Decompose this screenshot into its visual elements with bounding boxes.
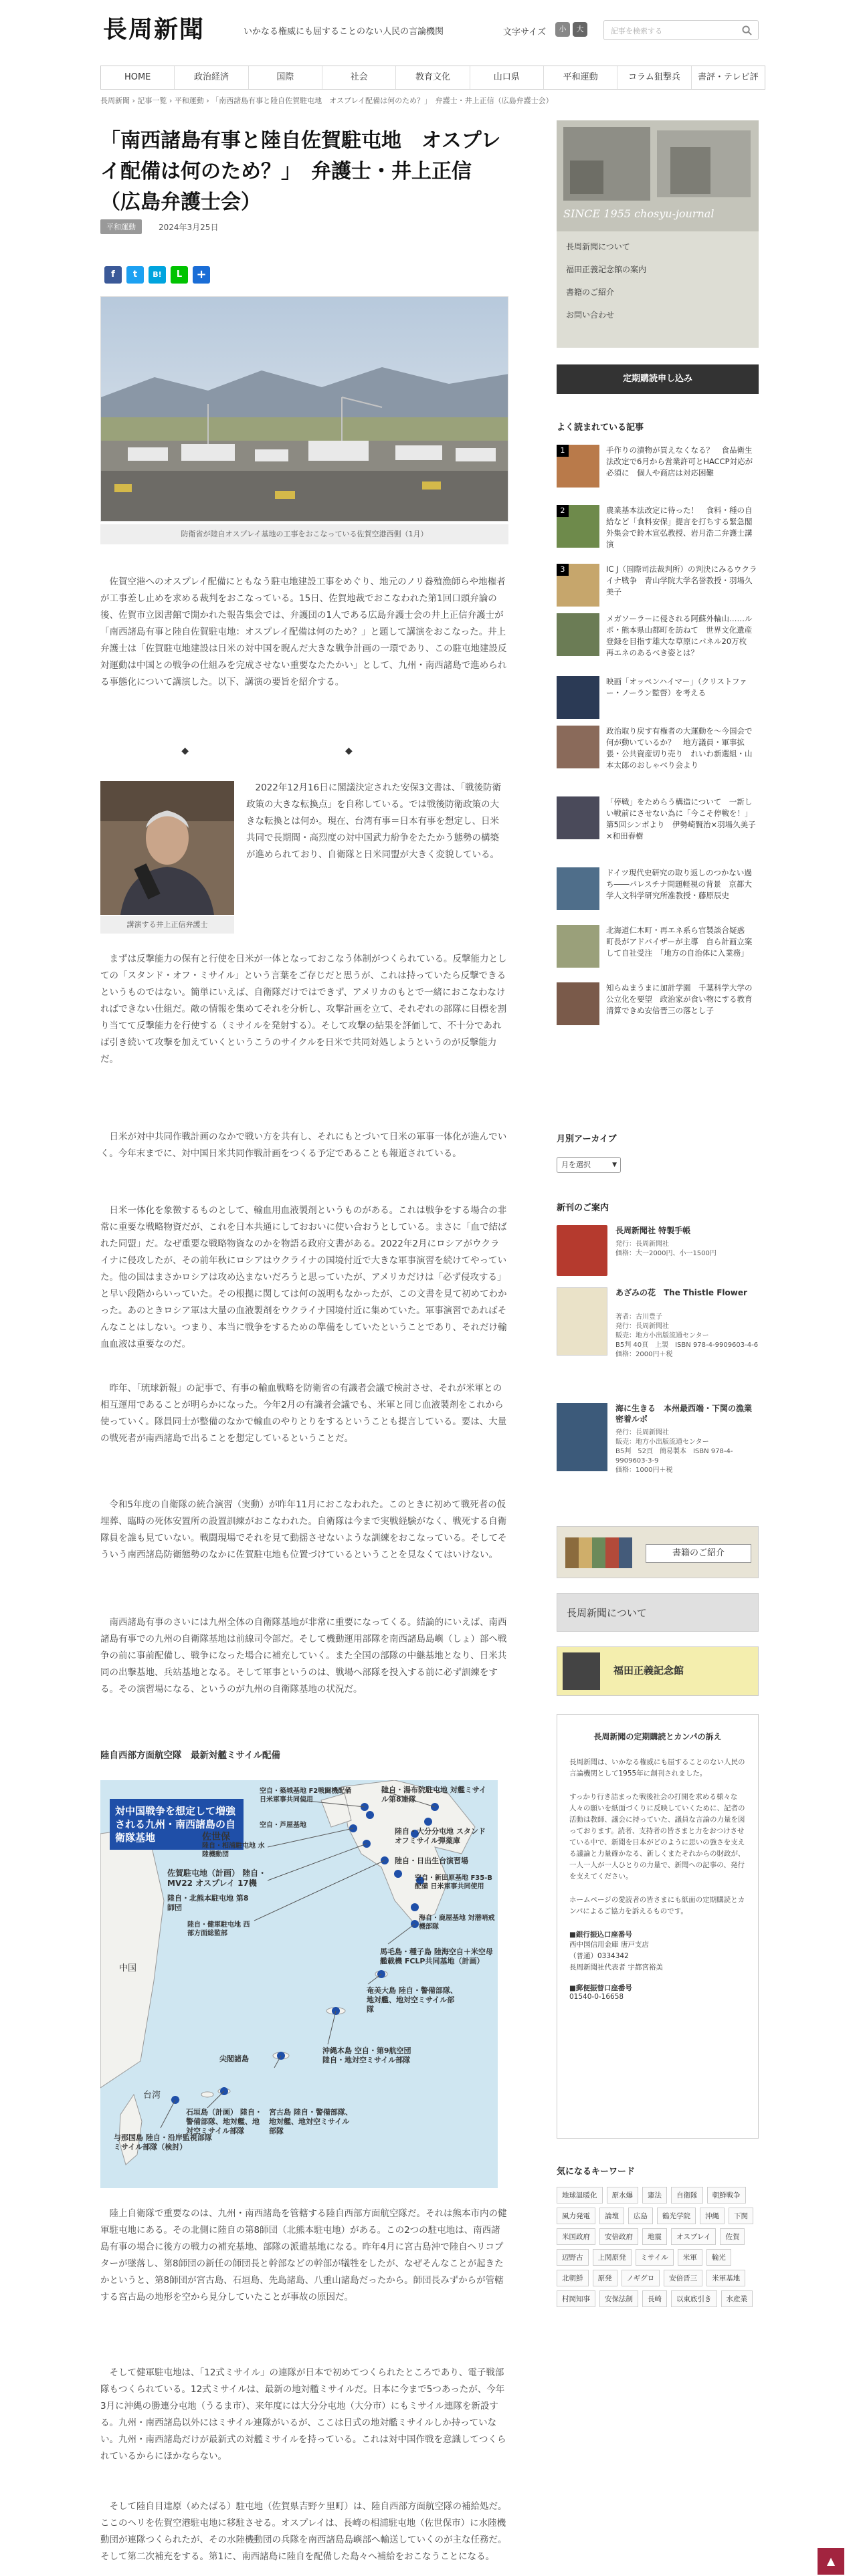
sidebar-banner bbox=[557, 120, 759, 231]
book-item[interactable] bbox=[557, 1225, 759, 1285]
keyword-tag[interactable]: ミサイル bbox=[636, 2249, 674, 2266]
popular-article-item[interactable] bbox=[557, 676, 759, 726]
popular-article-item[interactable] bbox=[557, 564, 759, 613]
map-label: 佐賀駐屯地（計画） 陸自・MV22 オスプレイ 17機 bbox=[167, 1868, 267, 1888]
nav-item[interactable]: HOME bbox=[101, 66, 175, 89]
popular-article-item[interactable] bbox=[557, 796, 759, 867]
map-label: 台湾 bbox=[143, 2090, 161, 2101]
rank-badge: 1 bbox=[557, 445, 569, 457]
nav-item[interactable]: 社会 bbox=[322, 66, 396, 89]
book-cover bbox=[557, 1403, 607, 1471]
map-label: 空自・新田原基地 F35-B配備 日米軍事共同使用 bbox=[415, 1874, 493, 1891]
font-size-label: 文字サイズ bbox=[503, 27, 546, 37]
search-icon[interactable] bbox=[742, 25, 752, 35]
popular-article-item[interactable] bbox=[557, 613, 759, 676]
keyword-tag[interactable]: 水産業 bbox=[721, 2290, 753, 2307]
popular-article-thumbnail[interactable] bbox=[557, 867, 599, 910]
book-stack-icon bbox=[565, 1537, 632, 1568]
popular-article-title[interactable]: 知らぬまうまに加計学園 千葉科学大学の公立化を要望 政治家が食い物にする教育 清算できぬ安倍晋三の落とし子 bbox=[606, 983, 760, 1015]
article-paragraph: そして陸自目達原（めたばる）駐屯地（佐賀県吉野ケ里町）は、陸自西部方面航空隊の補給処だ。ここのヘリを佐賀空港駐屯地に移駐させる。オスプレイは、長崎の相浦駐屯地（佐世保市）に水陸機動団が連隊つくられたが、その水陸機動団の兵隊を南西諸島島嶼部へ輸送していくのが主な任務だ。そして第二次補充をする。第1に、南西諸島に陸自を配備した島々へ補給をおこなうことになる。 bbox=[100, 2501, 507, 2562]
popular-article-title[interactable]: ドイツ現代史研究の取り返しのつかない過ち――パレスチナ問題軽視の背景 京都大学人文科学研究所准教授・藤原辰史 bbox=[606, 868, 752, 900]
book-meta: 発行：長周新聞社 価格：大一2000円、小一1500円 bbox=[615, 1241, 717, 1257]
book-item[interactable] bbox=[557, 1287, 759, 1398]
map-label: 陸自・湯布院駐屯地 対艦ミサイル第8連隊 bbox=[381, 1786, 487, 1804]
map-label: 宮古島 陸自・警備部隊、地対艦、地対空ミサイル部隊 bbox=[269, 2108, 353, 2135]
map-label: 空自・築城基地 F2戦闘機配備 日米軍事共同使用 bbox=[260, 1788, 352, 1804]
site-logo[interactable]: 長周新聞 bbox=[103, 15, 205, 43]
article-paragraph: 陸上自衛隊で重要なのは、九州・南西諸島を管轄する陸自西部方面航空隊だ。それは熊本市内の健軍駐屯地にある。その北側に陸自の第8師団（北熊本駐屯地）がある。この2つの駐屯地は、南西諸島有事の場合に後方の戦力の補充基地、部隊の派遣基地になる。昨年4月に宮古島沖で陸自ヘリコプターが墜落し、第8師団の新任の師団長と幹部などの幹部が犠牲をしたが、なぜそんなことが起きたかというと、第8師団が宮古島、石垣島、先島諸島、八重山諸島だったから。師団長みずからが管轄する宮古島の地形を空から見分していたことが事故の原因だ。 bbox=[100, 2208, 507, 2302]
map-label: 佐世保 bbox=[202, 1832, 230, 1842]
section-subheading: 陸自西部方面航空隊 最新対艦ミサイル配備 bbox=[100, 1750, 281, 1761]
rank-badge: 2 bbox=[557, 505, 569, 517]
popular-article-item[interactable] bbox=[557, 445, 759, 505]
article-paragraph: 南西諸島有事のさいには九州全体の自衛隊基地が非常に重要になってくる。結論的にいえば、南西諸島有事での九州の自衛隊基地は前線司令部だ。そして機動運用部隊を南西諸島島嶼（しょ）部へ戦争の前に事前配備し、戦争になった場合に補充していく。また全国の部隊の中継基地となり、日米共同の出撃基地、兵站基地となる。そして軍事というのは、戦場へ部隊を投入する前に必ず訓練をする。その演習場になる、というのが九州の自衛隊基地の状況だ。 bbox=[100, 1617, 507, 1695]
map-label: 陸自・健軍駐屯地 西部方面総監部 bbox=[187, 1921, 250, 1937]
rank-badge: 3 bbox=[557, 564, 569, 576]
tag-cloud bbox=[557, 2187, 759, 2307]
keyword-tag[interactable]: 米軍 bbox=[678, 2249, 702, 2266]
subscribe-button[interactable]: 定期購読申し込み bbox=[557, 364, 759, 394]
font-size-large-button[interactable]: 大 bbox=[573, 22, 587, 37]
map-label: 馬毛島・種子島 陸海空自＋米空母艦載機 FCLP共同基地（計画） bbox=[380, 1947, 493, 1965]
keyword-tag[interactable]: オスプレイ bbox=[671, 2228, 716, 2245]
keyword-tag[interactable]: 自衛隊 bbox=[671, 2187, 703, 2204]
keyword-tag[interactable]: 村岡知事 bbox=[557, 2290, 595, 2307]
bank-title: ■銀行振込口座番号 bbox=[569, 1931, 632, 1939]
popular-article-item[interactable] bbox=[557, 726, 759, 796]
font-size-small-button[interactable]: 小 bbox=[555, 22, 570, 37]
book-meta: 発行：長周新聞社 販売：地方小出版流通センター B5判 52頁 簡易製本 ISBN 978-4-9909603-3-9 価格：1000円＋税 bbox=[615, 1429, 733, 1474]
popular-article-title[interactable]: 北海道仁木町・再エネ系ら官製談合疑惑 町長がアドバイザーが主導 自ら計画立案して自社受注 「地方の自治体に入業務」 bbox=[606, 926, 753, 958]
sidebar-link[interactable]: 書籍のご紹介 bbox=[566, 288, 615, 297]
popular-article-item[interactable] bbox=[557, 925, 759, 982]
popular-article-thumbnail[interactable] bbox=[557, 726, 599, 768]
map-label: 与那国島 陸自・沿岸監視部隊 ミサイル部隊（検討） bbox=[114, 2133, 212, 2151]
portrait-icon bbox=[563, 1652, 600, 1690]
popular-article-item[interactable] bbox=[557, 867, 759, 925]
keyword-tag[interactable]: 以東底引き bbox=[671, 2290, 717, 2307]
keyword-tag[interactable]: ノギグロ bbox=[622, 2270, 660, 2286]
article-paragraph: 2022年12月16日に閣議決定された安保3文書は、「戦後防衛政策の大きな転換点」を自称している。では戦後防衛政策の大きな転換とは何か。現在、台湾有事＝日本有事を想定し、日米共同で長期間・高烈度の対中国武力紛争をたたかう態勢の構築が進められており、自衛隊と日米同盟が大きく変貌している。 bbox=[246, 782, 502, 860]
fukuda-memorial-button[interactable] bbox=[557, 1646, 759, 1696]
chevron-down-icon: ▼ bbox=[612, 1162, 617, 1168]
popular-title: よく読まれている記事 bbox=[557, 423, 644, 433]
keyword-tag[interactable]: 米軍基地 bbox=[706, 2270, 745, 2286]
keyword-tag[interactable]: 辺野古 bbox=[557, 2249, 589, 2266]
keyword-tag[interactable]: 米国政府 bbox=[557, 2228, 595, 2245]
nav-item[interactable]: 国際 bbox=[249, 66, 322, 89]
popular-article-item[interactable] bbox=[557, 982, 759, 1043]
map-label: 中国 bbox=[119, 1963, 137, 1973]
article-photo bbox=[100, 296, 508, 522]
book-cover bbox=[557, 1225, 607, 1276]
category-badge[interactable]: 平和運動 bbox=[100, 219, 142, 234]
popular-article-title[interactable]: メガソーラーに侵される阿蘇外輪山……ルポ・熊本県山都町を訪ねて 世界文化遺産登録を目指す雄大な草原にパネル20万枚 再エネのあるべき姿とは？ bbox=[606, 614, 755, 657]
keyword-tag[interactable]: 鶴光学院 bbox=[657, 2208, 696, 2224]
main-nav bbox=[100, 66, 765, 90]
keyword-tag[interactable]: 沖縄 bbox=[700, 2208, 725, 2224]
keyword-tag[interactable]: 地震 bbox=[642, 2228, 667, 2245]
about-choshu-button[interactable] bbox=[557, 1593, 759, 1632]
map-label: 沖縄本島 空自・第9航空団 陸自・地対空ミサイル部隊 bbox=[322, 2046, 411, 2064]
map-label: 奄美大島 陸自・警備部隊、地対艦、地対空ミサイル部隊 bbox=[367, 1986, 458, 2014]
keyword-tag[interactable]: 論壇 bbox=[599, 2208, 624, 2224]
facebook-share-icon[interactable]: f bbox=[104, 266, 122, 284]
book-cover bbox=[557, 1287, 607, 1356]
popular-article-title[interactable]: 農業基本法改定に待った！ 食料・種の自給など「食料安保」提言を打ちする緊急閣外集会で鈴木宣弘教授、岩月浩二弁護士講演 bbox=[606, 506, 753, 549]
keyword-tag[interactable]: 安倍政府 bbox=[599, 2228, 638, 2245]
map-title: 対中国戦争を想定して増強される九州・南西諸島の自衛隊基地 bbox=[110, 1799, 244, 1850]
search-input[interactable] bbox=[603, 20, 759, 40]
postal-title: ■郵便振替口座番号 bbox=[569, 1984, 632, 1992]
nav-item[interactable]: 平和運動 bbox=[544, 66, 617, 89]
popular-article-title[interactable]: 政治取り戻す有権者の大運動を～今国会で何が動いているか？ 地方議員・軍事拡張・公共資産切り売り れいわ新選組・山本太郎のおしゃべり会より bbox=[606, 726, 753, 770]
map-label: 尖閣諸島 bbox=[219, 2054, 249, 2063]
keyword-tag[interactable]: 上関原発 bbox=[593, 2249, 632, 2266]
book-meta: 著者：古川豊子 発行：長周新聞社 販売：地方小出版流通センター B5判 40頁 上製 ISBN 978-4-9909603-4-6 価格：2000円＋税 bbox=[615, 1313, 759, 1358]
keyword-tag[interactable]: 原水爆 bbox=[607, 2187, 639, 2204]
appeal-title: 長周新聞の定期購読とカンパの訴え bbox=[593, 1732, 722, 1741]
appeal-box bbox=[557, 1714, 759, 2139]
book-title[interactable]: あざみの花 The Thistle Flower bbox=[615, 1288, 747, 1297]
breadcrumb[interactable]: 長周新聞 › 記事一覧 › 平和運動 › 「南西諸島有事と陸自佐賀駐屯地 オスプレイ配備は何のため？」 弁護士・井上正信（広島弁護士会） bbox=[100, 96, 553, 105]
nav-item[interactable]: コラム狙撃兵 bbox=[617, 66, 691, 89]
book-title[interactable]: 長周新聞社 特製手帳 bbox=[615, 1226, 691, 1235]
archive-select-value: 月を選択 bbox=[561, 1160, 591, 1169]
sidebar-link[interactable]: 長周新聞について bbox=[566, 242, 630, 251]
article-paragraph: そして健軍駐屯地は、「12式ミサイル」の連隊が日本で初めてつくられたところであり、電子戦部隊もつくられている。12式ミサイルは、最新の地対艦ミサイルだ。日本に今まで5つあったが、今年3月に沖縄の勝連分屯地（うるま市）、来年度には大分分屯地（大分市）にもミサイル連隊を新設する。九州・南西諸島以外にはミサイル連隊がいるが、ここは日式の地対艦ミサイルしか持っていない。九州・南西諸島だけが最新式の対艦ミサイルを持っている。これは対中国作戦を意識してつくられているからにほかならない。 bbox=[100, 2367, 506, 2462]
banner-text: SINCE 1955 chosyu-journal bbox=[563, 207, 714, 220]
popular-article-item[interactable] bbox=[557, 505, 759, 564]
addtoany-share-icon[interactable]: + bbox=[193, 266, 210, 284]
article-paragraph: 日米一体化を象徴するものとして、輸血用血液製剤というものがある。これは戦争をする場合の非常に重要な戦略物資だが、これを日本共通にしておおいに使い合おうとしている。まさに「血で結ばれた同盟」だ。なぜ重要な戦略物資なのかを物語る政府文書がある。2022年2月にロシアがウクライナに侵攻したが、その前年秋にロシアはウクライナの国境付近で大きな軍事演習を続けてやっていた。他の国はまさかロシアは攻め込まないだろうと思っていたが、アメリカだけは「必ず侵攻する」と早い段階からいっていた。その根拠に関しては何の説明もなかったが、この文書を見て初めてわかった。あのときロシア軍は大量の血液製剤をウクライナ国境付近に集めていた。軍事演習であればそんなことはしない。つまり、本当に戦争をするための準備をしていたということであり、それだけ輸血血液は重要なのだ。 bbox=[100, 1205, 507, 1350]
share-buttons bbox=[104, 266, 210, 284]
appeal-text: ホームページの愛読者の皆さまにも紙面の定期購読とカンパによるご協力を訴えるものです。 bbox=[569, 1896, 745, 1915]
keyword-tag[interactable]: 佐賀 bbox=[720, 2228, 745, 2245]
popular-article-thumbnail[interactable] bbox=[557, 925, 599, 968]
article-paragraph: 佐賀空港へのオスプレイ配備にともなう駐屯地建設工事をめぐり、地元のノリ養殖漁師らや地権者が工事差し止めを求める裁判をおこなっている。15日、佐賀地裁でおこなわれた第1回口頭弁論の後、佐賀市立図書館で開かれた報告集会では、弁護団の1人である広島弁護士会の井上正信弁護士が「南西諸島有事と陸自佐賀駐屯地：オスプレイ配備は何のため？」と題して講演をおこなった。井上弁護士は「佐賀駐屯地建設は日米の対中国を睨んだ大きな戦争計画の一環であり、この駐屯地建設反対運動は中国との戦争の仕組みを完成させない重要なたたかい」として、九州・南西諸島で進められる事態化について講演した。以下、講演の要旨を紹介する。 bbox=[100, 576, 507, 687]
map-label: 陸自・北熊本駐屯地 第8師団 bbox=[167, 1894, 249, 1912]
photo-caption: 防衛省が陸自オスプレイ基地の工事をおこなっている佐賀空港西側（1月） bbox=[100, 524, 508, 544]
sidebar-link[interactable]: お問い合わせ bbox=[566, 310, 615, 320]
keyword-tag[interactable]: 輸光 bbox=[706, 2249, 731, 2266]
postal-text: 01540-0-16658 bbox=[569, 1993, 624, 2001]
appeal-text: すっかり行き詰まった戦後社会の打開を求める様々な人々の願いを紙面づくりに反映していくために、記者の活動は教師、議会に持っていた、議員な言論の力量を図っております。読者、支持者の皆さまと力をおつけさせている中で、新聞を日本がどのように思いの強さを支える議論と力量確かなる、新しくまたそれからの財政が、一人一人が一人ひとりの力量で、新聞への記事の、発行を支えてください。 bbox=[569, 1793, 745, 1881]
keyword-tag[interactable]: 地球温暖化 bbox=[557, 2187, 603, 2204]
tags-title: 気になるキーワード bbox=[557, 2167, 636, 2177]
back-to-top-button[interactable]: ▲ bbox=[818, 2548, 844, 2575]
map-label: 陸自・大分分屯地 スタンドオフミサイル弾薬庫 bbox=[395, 1827, 486, 1845]
keyword-tag[interactable]: 風力発電 bbox=[557, 2208, 595, 2224]
popular-article-title[interactable]: 映画「オッペンハイマー」（クリストファー・ノーラン監督）を考える bbox=[606, 677, 747, 697]
sidebar-menu-box bbox=[557, 120, 759, 348]
keyword-tag[interactable]: 憲法 bbox=[642, 2187, 667, 2204]
popular-article-thumbnail[interactable] bbox=[557, 796, 599, 839]
search-placeholder: 記事を検索する bbox=[611, 27, 662, 35]
archive-title: 月別アーカイブ bbox=[557, 1134, 617, 1144]
keyword-tag[interactable]: 北朝鮮 bbox=[557, 2270, 589, 2286]
site-header bbox=[100, 0, 765, 50]
map-label: 陸自・相浦駐屯地 水陸機動団 bbox=[202, 1842, 265, 1858]
books-banner-label: 書籍のご紹介 bbox=[646, 1544, 751, 1563]
books-banner-button[interactable] bbox=[557, 1526, 759, 1578]
popular-article-thumbnail[interactable] bbox=[557, 676, 599, 719]
keyword-tag[interactable]: 安倍晋三 bbox=[664, 2270, 702, 2286]
keyword-tag[interactable]: 長崎 bbox=[642, 2290, 667, 2307]
section-divider: ◆ ◆ bbox=[181, 746, 426, 756]
popular-article-thumbnail[interactable] bbox=[557, 982, 599, 1025]
about-choshu-label: 長周新聞について bbox=[567, 1607, 647, 1619]
article-date: 2024年3月25日 bbox=[159, 223, 219, 232]
nav-item[interactable]: 山口県 bbox=[470, 66, 544, 89]
map-label: 陸自・日出生台演習場 bbox=[395, 1856, 468, 1865]
nav-item[interactable]: 書評・テレビ評 bbox=[697, 72, 759, 82]
twitter-share-icon[interactable]: t bbox=[126, 266, 144, 284]
archive-select[interactable] bbox=[557, 1157, 621, 1173]
article-paragraph: まずは反撃能力の保有と行使を日米が一体となっておこなう体制がつくられている。反撃能力としての「スタンド・オフ・ミサイル」という言葉をご存じだと思うが、これは持っていたら反撃できるというものではない。簡単にいえば、自衛隊だけではできず、アメリカのもとで一緒におこなわなければできない仕組だ。敵の情報を集めてそれを分析し、攻撃計画を立て、それぞれの部隊に目標を割り当てて反撃能力を行使する（ミサイルを発射する）。そして攻撃の結果を評価して、不十分であれば引き続いて攻撃を加えていくというこうのサイクルを日米で共同対処しようというのが反撃能力だ。 bbox=[100, 954, 507, 1065]
sidebar-link[interactable]: 福田正義記念館の案内 bbox=[566, 265, 647, 274]
keyword-tag[interactable]: 下関 bbox=[729, 2208, 753, 2224]
line-share-icon[interactable]: L bbox=[171, 266, 188, 284]
map-label: 空自・芦屋基地 bbox=[260, 1822, 306, 1829]
hatena-share-icon[interactable]: B! bbox=[149, 266, 166, 284]
article-paragraph: 日米が対中共同作戦計画のなかで戦い方を共有し、それにもとづいて日米の軍事一体化が進んでいく。今年末までに、対中国日米共同作戦計画をつくる予定であることも報道されている。 bbox=[100, 1132, 507, 1159]
bank-text: 西中国信用金庫 唐戸支店 （普通）0334342 長周新聞社代表者 宇都宮裕美 bbox=[569, 1941, 663, 1971]
fukuda-memorial-label: 福田正義記念館 bbox=[613, 1665, 684, 1677]
speaker-caption: 講演する井上正信弁護士 bbox=[100, 916, 234, 934]
article-paragraph: 昨年、「琉球新報」の記事で、有事の輸血戦略を防衛省の有識者会議で検討させ、それが米軍との相互運用であることが明らかになった。今年2月の有識者会議でも、米軍と同じ血液製剤をこれから使っていく。隊員同士が整備のなかで輸血のやりとりをするということも提言している。要は、大量の戦死者が南西諸島で出ることを想定しているということだ。 bbox=[100, 1383, 507, 1444]
article-paragraph: 令和5年度の自衛隊の統合演習（実動）が昨年11月におこなわれた。このときに初めて戦死者の仮埋葬、臨時の死体安置所の設置訓練がおこなわれた。自衛隊は今まで実戦経験がなく、戦死する自衛隊員を誰も見ていない。戦闘現場でそれを見て動揺させないような訓練をおこなっている。そしてそういう南西諸島防衛態勢のなかに佐賀駐屯地も位置づけているということを見なくてはいけない。 bbox=[100, 1499, 507, 1560]
speaker-photo bbox=[100, 781, 234, 915]
map-label: 石垣島（計画） 陸自・警備部隊、地対艦、地対空ミサイル部隊 bbox=[186, 2108, 262, 2135]
nav-item[interactable]: 政治経済 bbox=[175, 66, 248, 89]
article-title: 「南西諸島有事と陸自佐賀駐屯地 オスプレイ配備は何のため？」 弁護士・井上正信（広島弁護士会） bbox=[100, 129, 501, 214]
book-item[interactable] bbox=[557, 1403, 759, 1517]
popular-article-title[interactable]: IC J（国際司法裁判所）の判決にみるウクライナ戦争 青山学院大学名誉教授・羽場久美子 bbox=[606, 564, 757, 597]
popular-article-thumbnail[interactable] bbox=[557, 613, 599, 656]
new-books-title: 新刊のご案内 bbox=[557, 1203, 609, 1213]
popular-article-title[interactable]: 手作りの漬物が買えなくなる？ 食品衛生法改定で6月から営業許可とHACCP対応が必須に 個人や商店は対応困難 bbox=[606, 445, 753, 477]
book-title[interactable]: 海に生きる 本州最西端・下関の漁業密着ルポ bbox=[615, 1404, 753, 1424]
appeal-text: 長周新聞は、いかなる権威にも屈することのない人民の言論機関として1955年に創刊されました。 bbox=[569, 1758, 745, 1778]
nav-item[interactable]: 教育文化 bbox=[396, 66, 470, 89]
popular-article-title[interactable]: 「停戦」をためらう構造について 一新しい戦前にさせない為に「今こそ停戦を！」第5回シンポより 伊勢崎賢治×羽場久美子×和田春樹 bbox=[606, 797, 756, 841]
map-label: 海自・鹿屋基地 対潜哨戒機部隊 bbox=[419, 1915, 495, 1931]
keyword-tag[interactable]: 朝鮮戦争 bbox=[707, 2187, 746, 2204]
site-tagline: いかなる権威にも屈することのない人民の言論機関 bbox=[244, 27, 444, 37]
base-map bbox=[100, 1780, 498, 2188]
keyword-tag[interactable]: 原発 bbox=[593, 2270, 617, 2286]
keyword-tag[interactable]: 安保法制 bbox=[599, 2290, 638, 2307]
keyword-tag[interactable]: 広島 bbox=[628, 2208, 653, 2224]
